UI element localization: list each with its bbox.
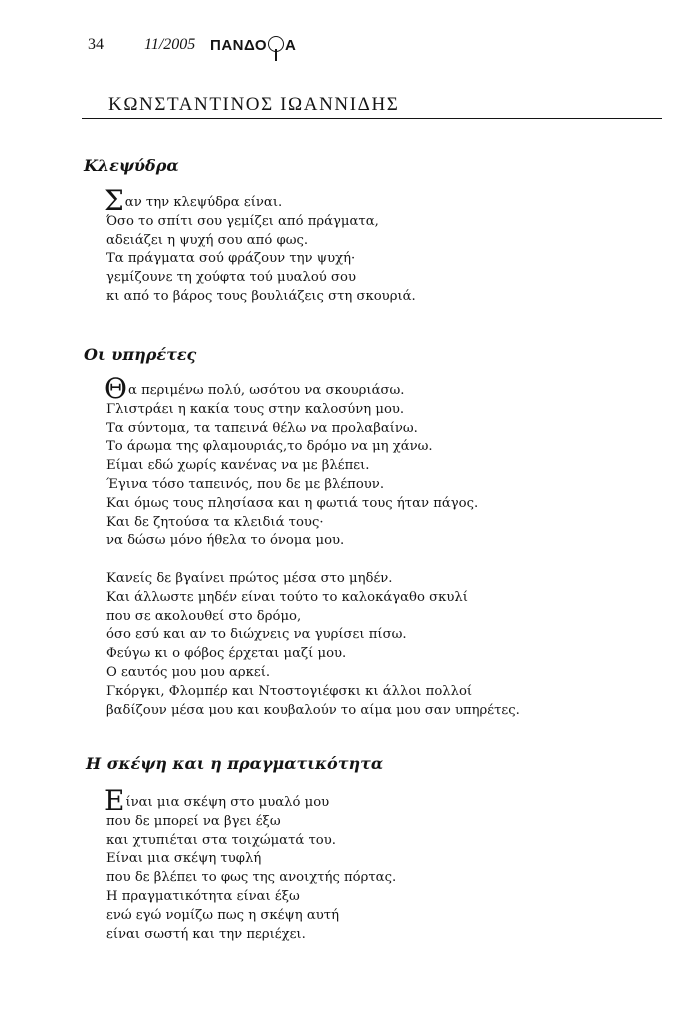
poem-body <box>104 372 520 720</box>
magazine-title-left: ΠΑΝΔΟ <box>210 37 268 54</box>
poem-line: Είναι μια σκέψη τυφλή <box>106 851 262 867</box>
page-number: 34 <box>88 36 104 53</box>
poem-line: Σαν την κλεψύδρα είναι. <box>104 184 283 217</box>
stanza-break <box>106 551 520 570</box>
drop-cap: Ε <box>104 784 125 817</box>
poem-line: Είμαι εδώ χωρίς κανένας να με βλέπει. <box>106 458 370 474</box>
poem-line: να δώσω μόνο ήθελα το όνομα μου. <box>106 533 345 549</box>
poem-line: κι από το βάρος τους βουλιάζεις στη σκουριά. <box>106 288 416 304</box>
poem-line: Φεύγω κι ο φόβος έρχεται μαζί μου. <box>106 646 347 662</box>
poem-line: Όσο το σπίτι σου γεμίζει από πράγματα, <box>106 213 379 229</box>
poem-line: Και όμως τους πλησίασα και η φωτιά τους ήταν πάγος. <box>106 495 479 511</box>
pandora-logo-icon <box>268 36 284 52</box>
magazine-title <box>210 36 296 54</box>
poem-title: Η σκέψη και η πραγματικότητα <box>86 754 384 773</box>
poem-line: γεμίζουνε τη χούφτα τού μυαλού σου <box>106 270 356 286</box>
page-header <box>88 36 648 58</box>
poem-line: ενώ εγώ νομίζω πως η σκέψη αυτή <box>106 907 339 923</box>
poem-line: είναι σωστή και την περιέχει. <box>106 926 306 942</box>
poem-line: που σε ακολουθεί στο δρόμο, <box>106 608 302 624</box>
poem-line: που δε μπορεί να βγει έξω <box>106 813 281 829</box>
poem-line: Γλιστράει η κακία τους στην καλοσύνη μου. <box>106 401 405 417</box>
magazine-title-right: Α <box>285 37 297 54</box>
issue-date: 11/2005 <box>144 36 196 53</box>
poem-line: Γκόργκι, Φλομπέρ και Ντοστογιέφσκι κι άλλοι πολλοί <box>106 683 473 699</box>
poem-line: που δε βλέπει το φως της ανοιχτής πόρτας. <box>106 870 397 886</box>
drop-cap: Θ <box>104 372 127 405</box>
poem-line: Το άρωμα της φλαμουριάς,το δρόμο να μη χάνω. <box>106 439 433 455</box>
poem-line: Θα περιμένω πολύ, ωσότου να σκουριάσω. <box>104 372 405 405</box>
author-name: ΚΩΝΣΤΑΝΤΙΝΟΣ ΙΩΑΝΝΙΔΗΣ <box>108 94 400 115</box>
author-divider <box>82 118 662 119</box>
poem-line: Έγινα τόσο ταπεινός, που δε με βλέπουν. <box>106 476 385 492</box>
poem-body <box>104 784 397 944</box>
poem-body <box>104 184 416 307</box>
poem-line: Τα πράγματα σού φράζουν την ψυχή· <box>106 251 356 267</box>
poem-line: Η πραγματικότητα είναι έξω <box>106 888 300 904</box>
poem-line: βαδίζουν μέσα μου και κουβαλούν το αίμα μου σαν υπηρέτες. <box>106 702 520 718</box>
poem-line: Και άλλωστε μηδέν είναι τούτο το καλοκάγαθο σκυλί <box>106 589 468 605</box>
poem-line: και χτυπιέται στα τοιχώματά του. <box>106 832 336 848</box>
poem-line: αδειάζει η ψυχή σου από φως. <box>106 232 309 248</box>
poem-line: Είναι μια σκέψη στο μυαλό μου <box>104 784 330 817</box>
poem-line: Τα σύντομα, τα ταπεινά θέλω να προλαβαίνω. <box>106 420 418 436</box>
poem-title: Οι υπηρέτες <box>84 345 197 364</box>
drop-cap: Σ <box>104 184 124 217</box>
poem-title: Κλεψύδρα <box>84 156 179 175</box>
poem-line: Ο εαυτός μου μου αρκεί. <box>106 664 271 680</box>
poem-line: Κανείς δε βγαίνει πρώτος μέσα στο μηδέν. <box>106 570 393 586</box>
poem-line: Και δε ζητούσα τα κλειδιά τους· <box>106 514 324 530</box>
poem-line: όσο εσύ και αν το διώχνεις να γυρίσει πίσω. <box>106 627 407 643</box>
